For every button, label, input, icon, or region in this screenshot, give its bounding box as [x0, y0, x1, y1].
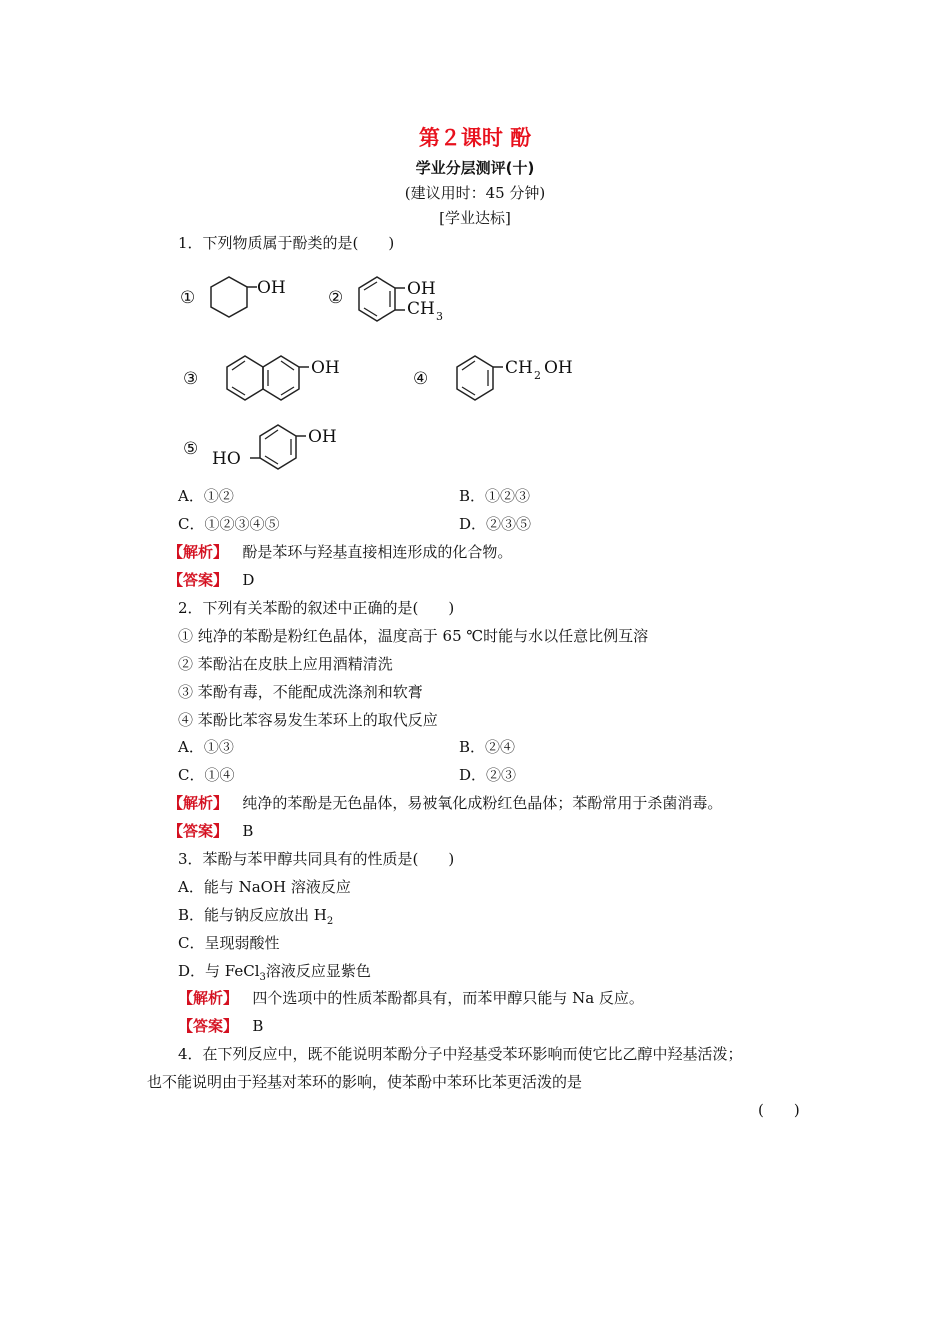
analysis-tag: 【解析】 — [178, 989, 239, 1007]
q2-statement: ① 纯净的苯酚是粉红色晶体，温度高于 65 ℃时能与水以任意比例互溶 — [178, 627, 649, 645]
q2-analysis-text: 纯净的苯酚是无色晶体，易被氧化成粉红色晶体；苯酚常用于杀菌消毒。 — [242, 794, 723, 812]
analysis-tag: 【解析】 — [168, 794, 229, 812]
q1-analysis — [168, 542, 512, 562]
q2-option-c: C．①④ — [178, 766, 235, 784]
structure-2-group-oh: OH — [407, 279, 436, 299]
structure-2-group-ch: CH — [407, 299, 435, 319]
answer-tag: 【答案】 — [178, 1017, 239, 1035]
q3-answer — [178, 1016, 263, 1036]
q2-answer — [168, 821, 253, 841]
q2-option-a: A．①③ — [178, 738, 234, 756]
q2-option-d: D．②③ — [459, 766, 517, 784]
structure-1-cyclohexanol — [175, 265, 315, 335]
question-1-stem: 1．下列物质属于酚类的是( ) — [178, 234, 395, 252]
q3-option-b-subscript: 2 — [326, 916, 334, 927]
q2-option-b: B．②④ — [459, 738, 516, 756]
q3-option-d-text: D．与 FeCl — [178, 962, 260, 980]
structure-1-number: ① — [180, 288, 196, 308]
q3-option-d-tail: 溶液反应显紫色 — [265, 962, 371, 980]
q2-statement: ④ 苯酚比苯容易发生苯环上的取代反应 — [178, 711, 438, 729]
structure-2-number: ② — [328, 288, 344, 308]
structure-3-naphthol — [180, 340, 370, 415]
structure-2-subscript: 3 — [436, 310, 443, 323]
structure-5-group-oh: OH — [308, 427, 337, 447]
q3-option-a: A．能与 NaOH 溶液反应 — [178, 878, 351, 896]
structure-4-group-ch: CH — [505, 358, 533, 378]
structure-1-group: OH — [257, 278, 286, 298]
structure-3-number: ③ — [183, 369, 199, 389]
structure-4-number: ④ — [413, 369, 429, 389]
q1-option-d: D．②③⑤ — [459, 515, 532, 533]
question-4-stem-line-2: 也不能说明由于羟基对苯环的影响，使苯酚中苯环比苯更活泼的是 — [147, 1073, 583, 1091]
answer-tag: 【答案】 — [168, 822, 229, 840]
analysis-tag: 【解析】 — [168, 543, 229, 561]
question-4-blank: ( ) — [758, 1101, 800, 1119]
q3-option-d-subscript: 3 — [259, 972, 266, 983]
time-hint: (建议用时：45 分钟) — [404, 184, 546, 202]
structure-5-hydroquinone — [180, 418, 370, 478]
q2-answer-value: B — [242, 822, 254, 840]
structure-3-group: OH — [311, 358, 340, 378]
question-2-stem: 2．下列有关苯酚的叙述中正确的是( ) — [178, 599, 455, 617]
page-subtitle: 学业分层测评(十) — [415, 159, 535, 177]
section-heading: [学业达标] — [439, 209, 511, 227]
q1-option-b: B．①②③ — [459, 487, 531, 505]
q3-option-b-text: B．能与钠反应放出 H — [178, 906, 327, 924]
q1-answer — [168, 570, 254, 590]
structure-5-group-ho: HO — [212, 449, 241, 469]
q1-answer-value: D — [242, 571, 255, 589]
structure-4-benzyl-alcohol — [410, 340, 590, 415]
structure-4-group-oh: OH — [544, 358, 573, 378]
q2-statement: ③ 苯酚有毒，不能配成洗涤剂和软膏 — [178, 683, 423, 701]
q3-option-b — [178, 905, 333, 932]
q1-option-c: C．①②③④⑤ — [178, 515, 280, 533]
q3-option-d — [178, 961, 371, 988]
structure-2-o-cresol — [325, 260, 475, 335]
question-3-stem: 3．苯酚与苯甲醇共同具有的性质是( ) — [178, 850, 455, 868]
structure-5-number: ⑤ — [183, 439, 199, 459]
q2-statement: ② 苯酚沾在皮肤上应用酒精清洗 — [178, 655, 393, 673]
question-4-stem-line-1: 4．在下列反应中，既不能说明苯酚分子中羟基受苯环影响而使它比乙醇中羟基活泼； — [178, 1045, 743, 1063]
page-title: 第２课时 酚 — [418, 126, 532, 150]
q1-option-a: A．①② — [178, 487, 234, 505]
structure-4-subscript: 2 — [534, 369, 541, 382]
q3-answer-value: B — [252, 1017, 264, 1035]
answer-tag: 【答案】 — [168, 571, 229, 589]
q2-analysis — [168, 793, 722, 813]
q3-analysis-text: 四个选项中的性质苯酚都具有，而苯甲醇只能与 Na 反应。 — [252, 989, 644, 1007]
q1-analysis-text: 酚是苯环与羟基直接相连形成的化合物。 — [242, 543, 513, 561]
q3-analysis — [178, 988, 644, 1008]
q3-option-c: C．呈现弱酸性 — [178, 934, 280, 952]
